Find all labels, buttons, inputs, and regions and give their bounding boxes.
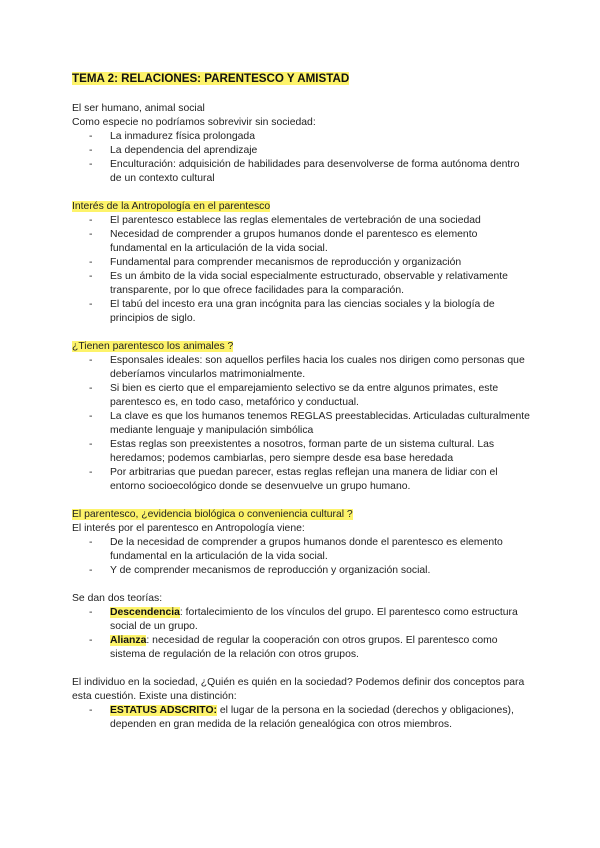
- intro-line: Como especie no podríamos sobrevivir sin sociedad:: [72, 117, 316, 128]
- individuo-text: El individuo en la sociedad, ¿Quién es quién en la sociedad? Podemos definir dos conceptos para esta cuestión. Existe una distinción:: [72, 677, 525, 702]
- theories-intro: Se dan dos teorías:: [72, 593, 163, 604]
- list-item: - La inmadurez física prolongada: [89, 131, 255, 142]
- section-list: [72, 214, 532, 326]
- list-item: - El tabú del incesto era una gran incógnita para las ciencias sociales y la biología de principios de siglo.: [89, 299, 495, 324]
- individuo-list: [72, 704, 532, 732]
- section-heading: ¿Tienen parentesco los animales ?: [72, 341, 234, 352]
- list-item: - De la necesidad de comprender a grupos humanos donde el parentesco es elemento fundamental en la articulación de la vida social.: [89, 537, 503, 562]
- list-item: - Descendencia: fortalecimiento de los vínculos del grupo. El parentesco como estructura social de un grupo.: [89, 607, 518, 632]
- list-item: - Por arbitrarias que puedan parecer, estas reglas reflejan una manera de lidiar con el entorno socioecológico donde se desenvuelve un grupo humano.: [89, 467, 498, 492]
- intro-line: El ser humano, animal social: [72, 103, 205, 114]
- list-item: - Necesidad de comprender a grupos humanos donde el parentesco es elemento fundamental en la articulación de la vida social.: [89, 229, 478, 254]
- section-text: El interés por el parentesco en Antropología viene:: [72, 523, 305, 534]
- list-item: - La clave es que los humanos tenemos REGLAS preestablecidas. Articuladas culturalmente mediante lenguaje y manipulación simbólica: [89, 411, 530, 436]
- list-item: - Enculturación: adquisición de habilidades para desenvolverse de forma autónoma dentro de un contexto cultural: [89, 159, 520, 184]
- list-item: - Si bien es cierto que el emparejamiento selectivo se da entre algunos primates, este parentesco es, en todo caso, metafórico y conductual.: [89, 383, 499, 408]
- term-estatus-adscrito: ESTATUS ADSCRITO:: [110, 705, 217, 716]
- term-alianza: Alianza: [110, 635, 147, 646]
- intro-list: [72, 130, 532, 186]
- section-list: [72, 354, 532, 494]
- term-descendencia: Descendencia: [110, 607, 180, 618]
- section-heading: El parentesco, ¿evidencia biológica o conveniencia cultural ?: [72, 509, 353, 520]
- list-item: - Fundamental para comprender mecanismos de reproducción y organización: [89, 257, 462, 268]
- list-item: - Estas reglas son preexistentes a nosotros, forman parte de un sistema cultural. Las heredamos; podemos cambiarlas, pero siempre desde esa base heredada: [89, 439, 495, 464]
- page-title: TEMA 2: RELACIONES: PARENTESCO Y AMISTAD: [72, 72, 350, 85]
- list-item: - Es un ámbito de la vida social especialmente estructurado, observable y relativamente transparente, por lo que ofrece facilidades para la comparación.: [89, 271, 508, 296]
- theories-list: [72, 606, 532, 662]
- section-heading: Interés de la Antropología en el parentesco: [72, 201, 271, 212]
- list-item: - Esponsales ideales: son aquellos perfiles hacia los cuales nos dirigen como personas que deberíamos vincularlos matrimonialmente.: [89, 355, 525, 380]
- document-body: [72, 71, 532, 732]
- list-item: - ESTATUS ADSCRITO: el lugar de la persona en la sociedad (derechos y obligaciones), dependen en gran medida de la relación genealógica con otros miembros.: [89, 705, 514, 730]
- list-item: - Y de comprender mecanismos de reproducción y organización social.: [89, 565, 431, 576]
- list-item: - El parentesco establece las reglas elementales de vertebración de una sociedad: [89, 215, 481, 226]
- list-item: - La dependencia del aprendizaje: [89, 145, 258, 156]
- section-list: [72, 536, 532, 578]
- list-item: - Alianza: necesidad de regular la cooperación con otros grupos. El parentesco como sistema de regulación de la relación con otros grupos.: [89, 635, 498, 660]
